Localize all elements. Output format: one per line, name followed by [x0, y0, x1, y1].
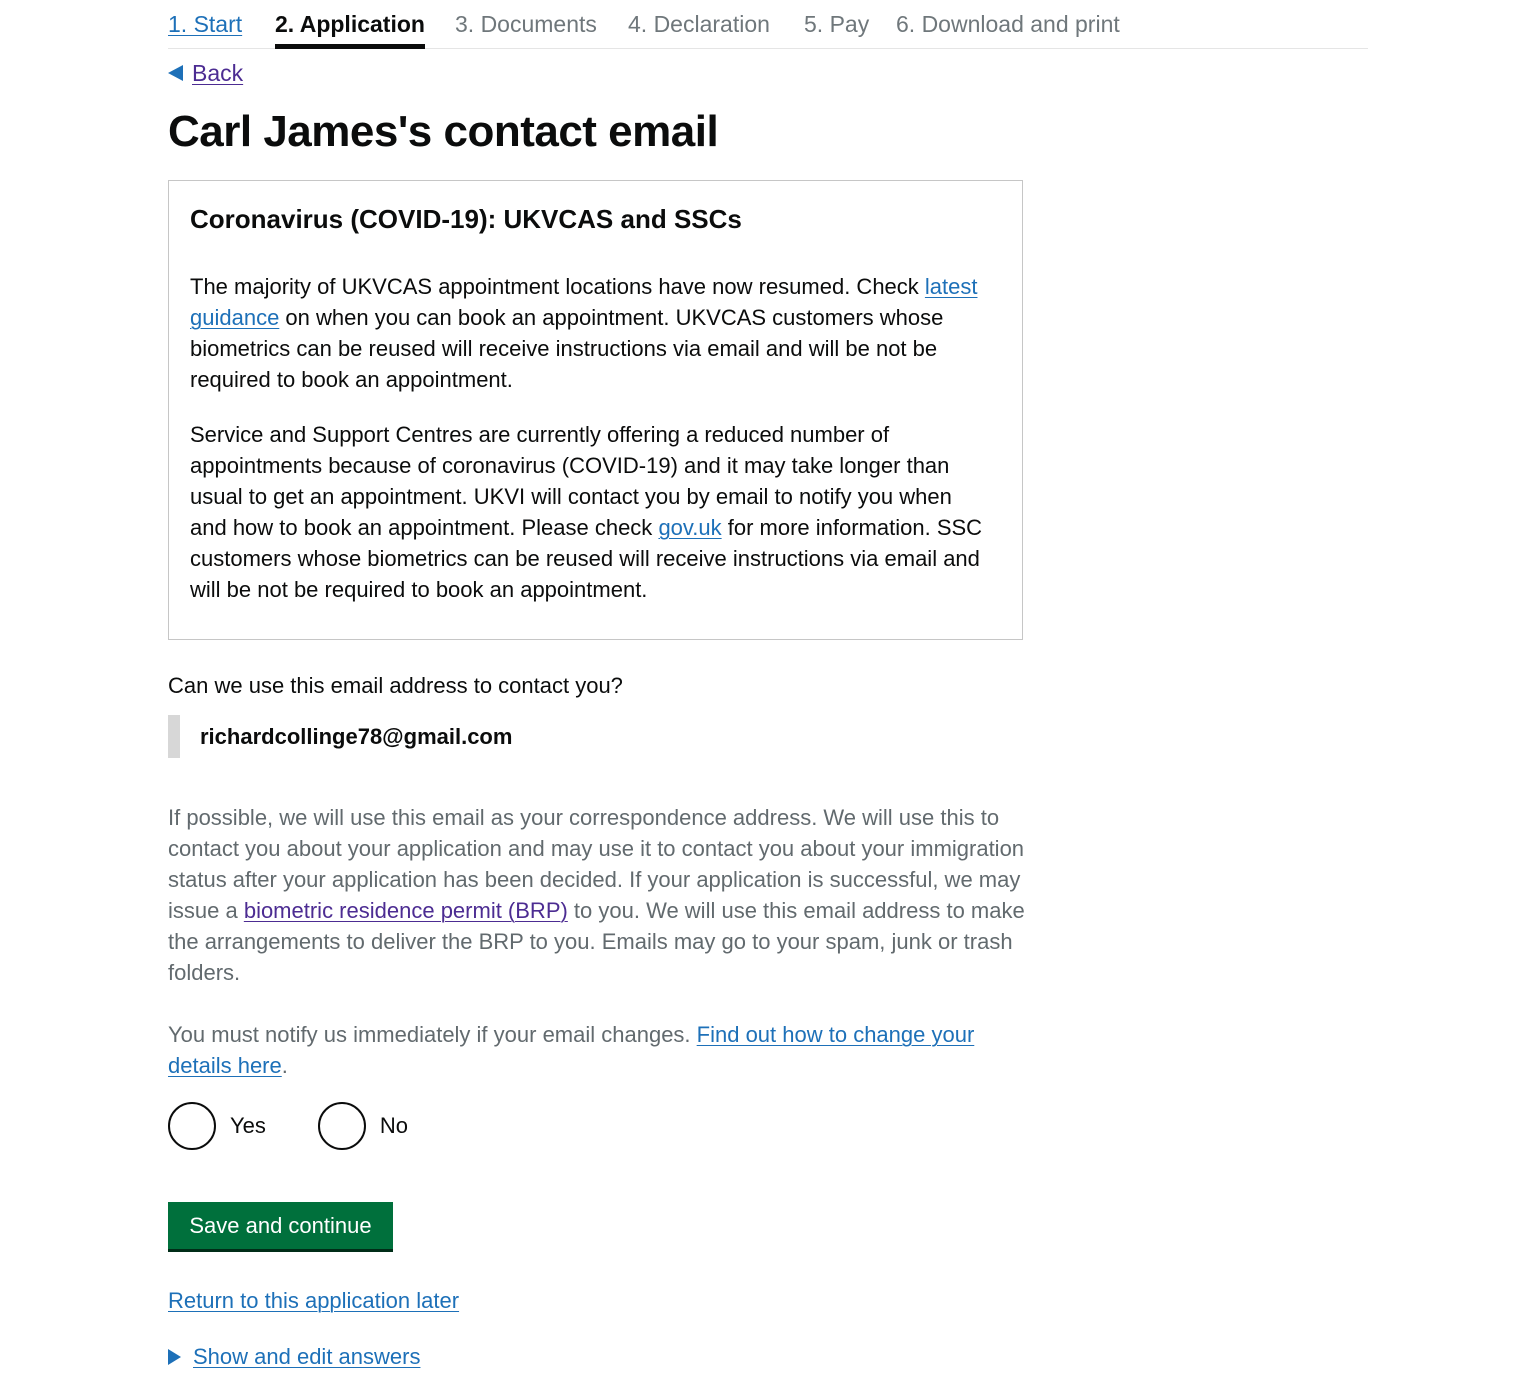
show-answers-toggle[interactable] [168, 1342, 420, 1372]
hint1-text-end: to you. We will use this email address to make the arrangements to deliver the BRP to you. Emails may go to your spam, junk or trash folders. [168, 898, 1025, 985]
radio-yes-circle[interactable] [168, 1102, 216, 1150]
change-details-link[interactable]: Find out how to change your details here [168, 1022, 975, 1078]
save-and-continue-button[interactable]: Save and continue [168, 1202, 393, 1249]
covid-notice-panel [168, 180, 1023, 640]
notice-p2-text-end: for more information. SSC customers whose biometrics can be reused will receive instructions via email and will be not be required to book an appointment. [190, 515, 983, 602]
email-address: richardcollinge78@gmail.com [200, 723, 513, 749]
notice-p1-text: The majority of UKVCAS appointment locations have now resumed. Check [190, 274, 925, 299]
step-declaration: 4. Declaration [628, 11, 770, 37]
email-inset [168, 715, 512, 758]
back-link-label: Back [192, 60, 244, 86]
notice-paragraph-2 [190, 419, 990, 605]
correspondence-hint [168, 802, 1028, 988]
radio-no-circle[interactable] [318, 1102, 366, 1150]
contact-question: Can we use this email address to contact you? [168, 673, 623, 698]
notify-hint [168, 1019, 1018, 1081]
radio-no[interactable] [318, 1102, 408, 1150]
step-pay: 5. Pay [804, 11, 870, 37]
hint2-text: You must notify us immediately if your email changes. [168, 1022, 697, 1047]
hint1-text: If possible, we will use this email as your correspondence address. We will use this to contact you about your application and may use it to contact you about your immigration status after your application has been decided. If your application is successful, we may issue a [168, 805, 1025, 923]
expand-triangle-icon [168, 1349, 181, 1365]
notice-paragraph-1 [190, 271, 990, 395]
back-arrow-icon [168, 65, 183, 81]
notice-p2-text: Service and Support Centres are currently offering a reduced number of appointments because of coronavirus (COVID-19) and it may take longer than usual to get an appointment. UKVI will contact you by email to notify you when and how to book an appointment. Please check [190, 422, 952, 540]
notice-title: Coronavirus (COVID-19): UKVCAS and SSCs [190, 204, 742, 234]
radio-yes-label[interactable]: Yes [230, 1113, 266, 1138]
brp-link[interactable]: biometric residence permit (BRP) [243, 898, 568, 923]
step-navigation [168, 0, 1368, 49]
step-application: 2. Application [275, 11, 425, 37]
latest-guidance-link[interactable]: latest guidance [190, 274, 978, 330]
show-answers-link[interactable]: Show and edit answers [193, 1344, 421, 1369]
step-documents: 3. Documents [455, 11, 597, 37]
notice-p1-text-end: on when you can book an appointment. UKVCAS customers whose biometrics can be reused will receive instructions via email and will be not be required to book an appointment. [190, 305, 944, 392]
radio-yes[interactable] [168, 1102, 266, 1150]
hint2-text-end: . [281, 1053, 288, 1078]
page-container [168, 0, 1368, 1369]
return-later-link[interactable]: Return to this application later [168, 1288, 460, 1313]
contact-radio-group [168, 1102, 460, 1150]
step-start[interactable]: 1. Start [168, 11, 243, 37]
step-download-print: 6. Download and print [896, 11, 1120, 37]
radio-no-label[interactable]: No [379, 1113, 409, 1138]
page-title: Carl James's contact email [168, 107, 719, 156]
back-link[interactable] [168, 58, 243, 88]
gov-uk-link[interactable]: gov.uk [658, 515, 722, 540]
